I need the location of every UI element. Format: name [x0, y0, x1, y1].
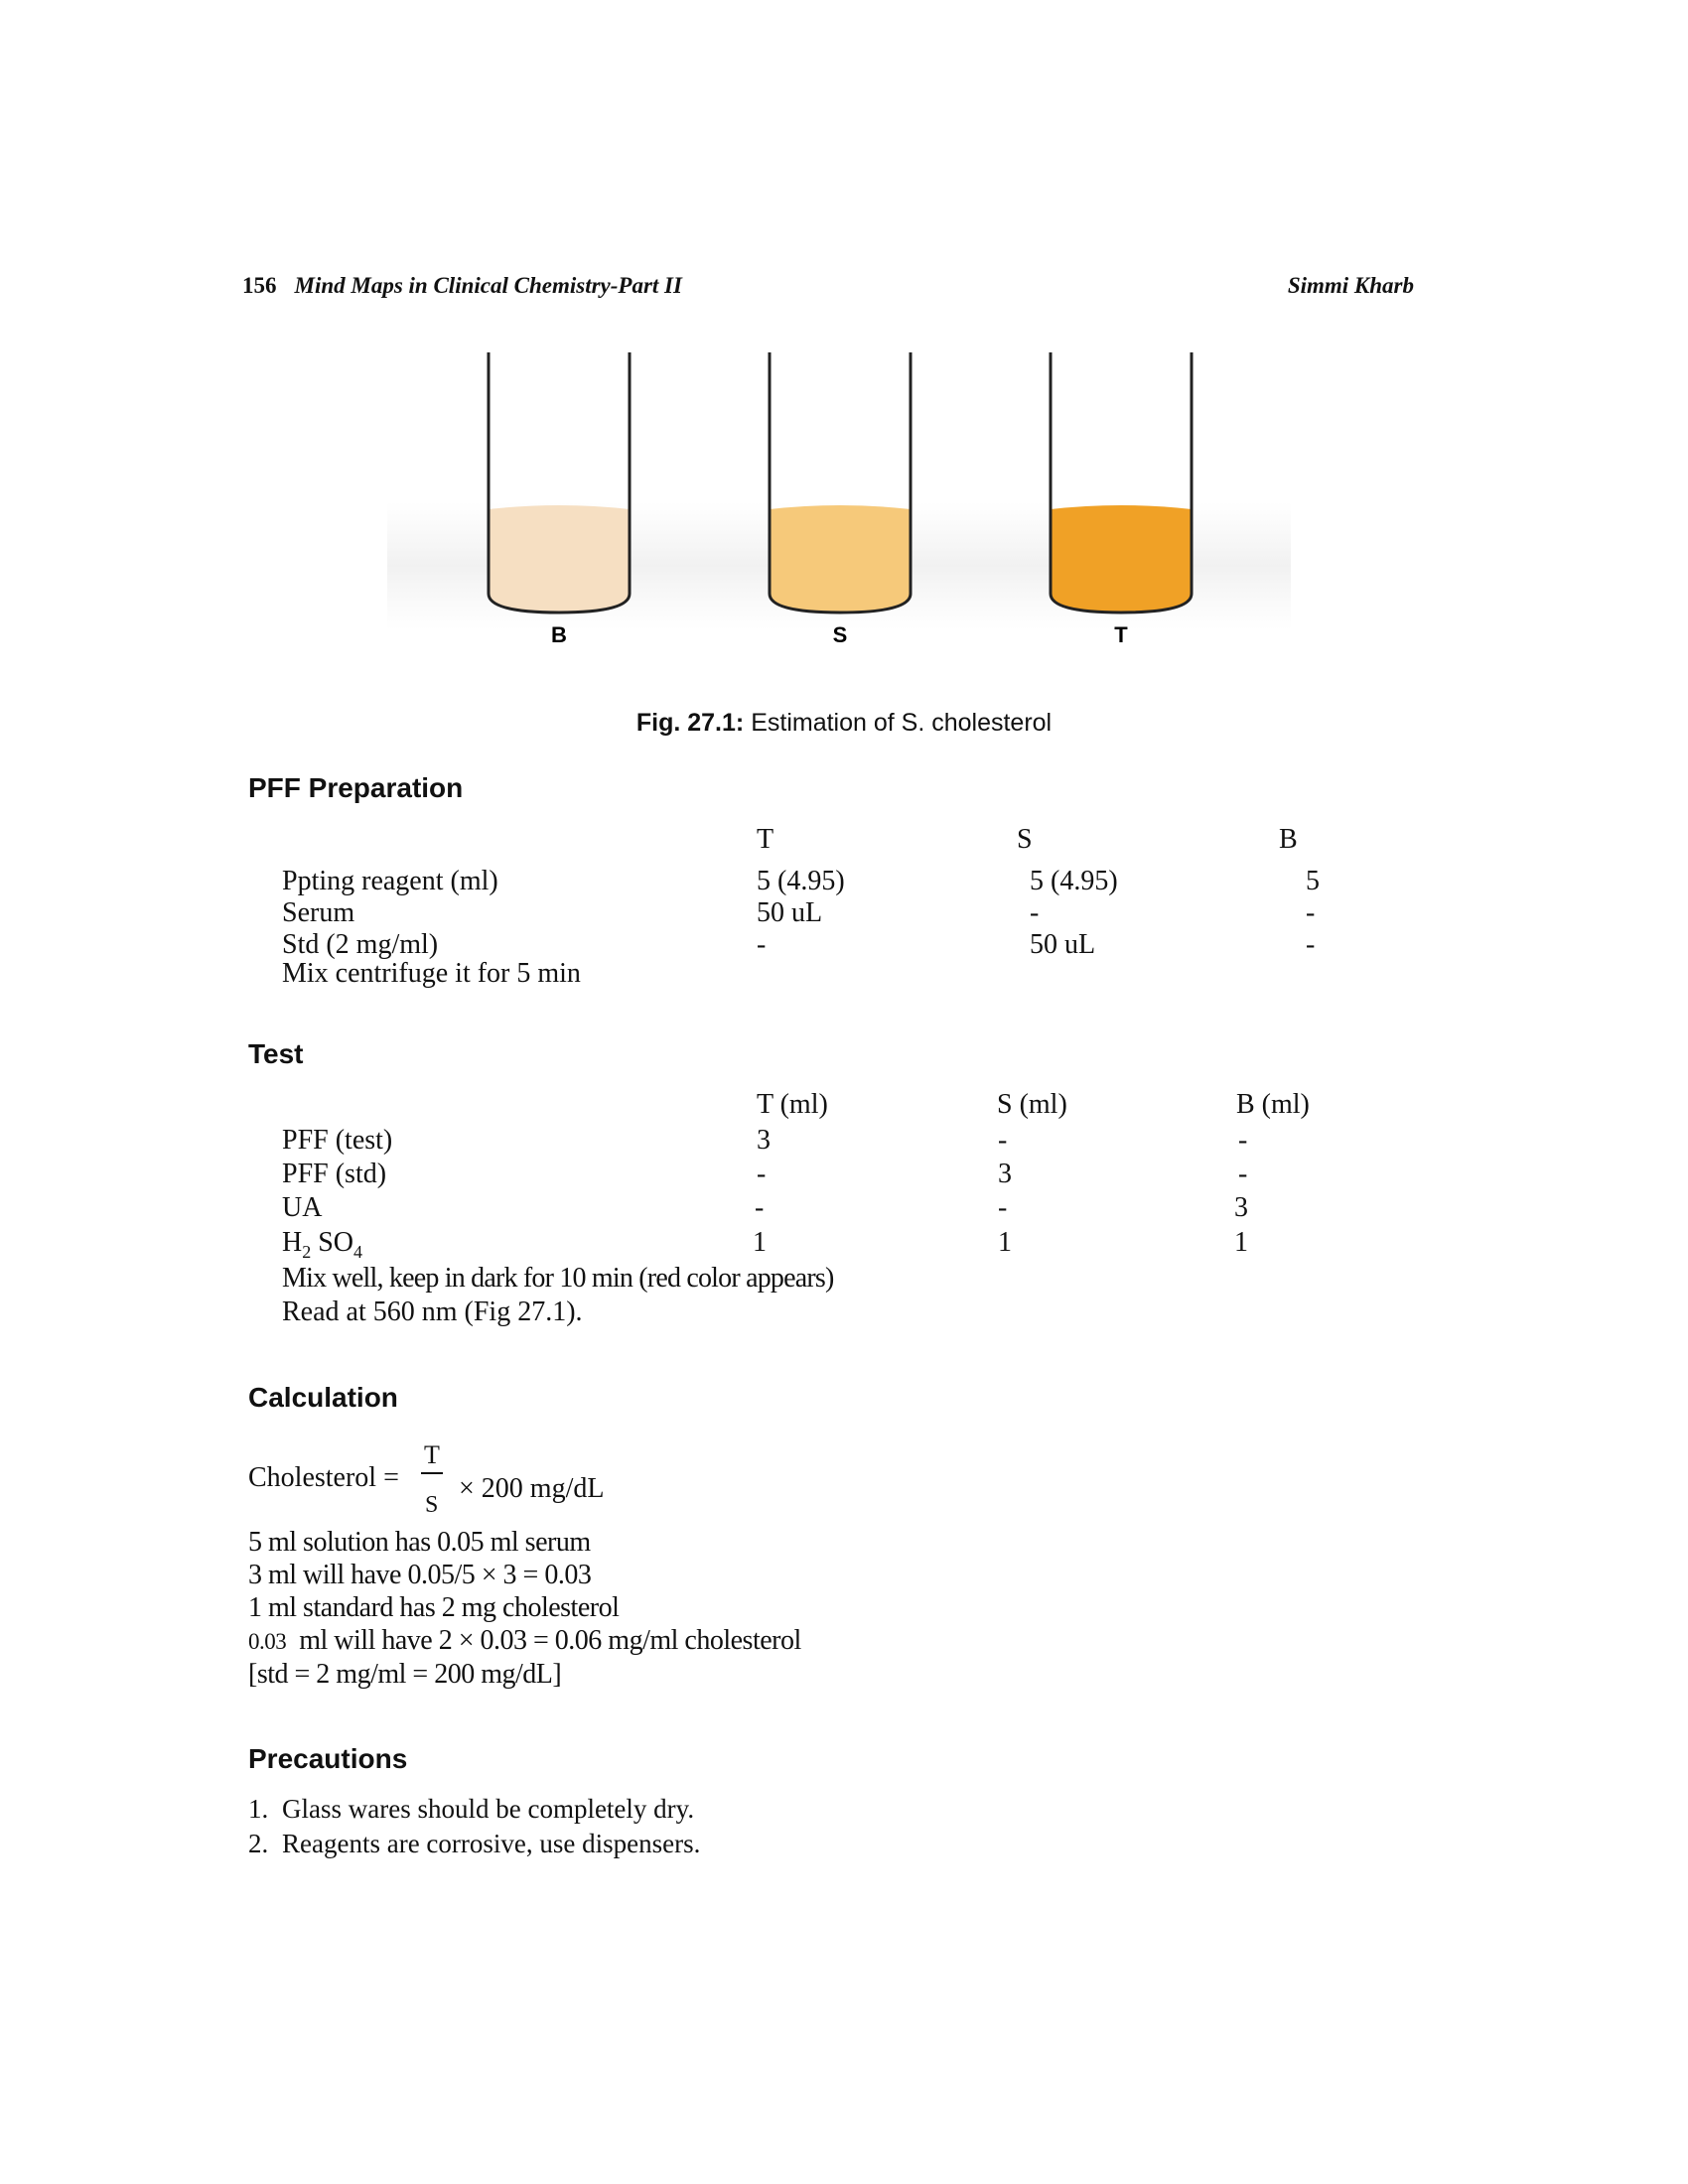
test-cell: -	[998, 1192, 1008, 1223]
test-cell: -	[757, 1159, 767, 1189]
precaution-number: 2.	[248, 1829, 269, 1858]
pff-cell: 5	[1306, 866, 1320, 896]
tube-b-label: B	[551, 622, 567, 647]
subscript-4: 4	[353, 1242, 363, 1262]
author-name: Simmi Kharb	[1287, 273, 1414, 298]
test-heading: Test	[248, 1038, 304, 1069]
test-cell: 3	[1234, 1192, 1248, 1223]
test-note: Read at 560 nm (Fig 27.1).	[282, 1297, 583, 1327]
calculation-steps	[248, 1526, 801, 1691]
tube-s-liquid	[770, 505, 911, 613]
test-cell: -	[1238, 1159, 1248, 1189]
precaution-number: 1.	[248, 1794, 269, 1824]
calculation-heading: Calculation	[248, 1382, 398, 1413]
tube-t	[1051, 352, 1192, 647]
tube-s	[770, 352, 911, 647]
formula-denominator: S	[425, 1492, 439, 1518]
pff-row-label: Std (2 mg/ml)	[282, 929, 439, 960]
caption-label: Fig. 27.1:	[635, 709, 745, 737]
pff-cell: -	[757, 929, 767, 960]
calc-line: 1 ml standard has 2 mg cholesterol	[248, 1592, 620, 1623]
calc-line	[248, 1624, 801, 1658]
h2so4-formula	[282, 1227, 362, 1261]
test-tubes-illustration	[377, 352, 1301, 650]
test-cell: 1	[998, 1227, 1012, 1258]
caption-text: Estimation of S. cholesterol	[744, 709, 1053, 737]
test-cell: -	[1238, 1125, 1248, 1156]
test-cell: 3	[757, 1125, 771, 1156]
test-col-t: T (ml)	[757, 1089, 828, 1120]
pff-cell: 5 (4.95)	[757, 866, 845, 896]
test-col-b: B (ml)	[1236, 1089, 1310, 1120]
pff-cell: -	[1030, 897, 1040, 928]
pff-cell: 5 (4.95)	[1030, 866, 1118, 896]
test-cell: -	[998, 1125, 1008, 1156]
pff-col-s: S	[1017, 824, 1033, 855]
pff-col-t: T	[757, 824, 774, 855]
test-col-s: S (ml)	[997, 1089, 1067, 1120]
tube-b-liquid	[489, 505, 630, 613]
calc-small-number: 0.03	[248, 1629, 287, 1654]
pff-cell: -	[1306, 897, 1316, 928]
test-row-label: UA	[282, 1192, 323, 1223]
formula-rhs: × 200 mg/dL	[459, 1473, 605, 1504]
formula-lhs: Cholesterol =	[248, 1462, 399, 1493]
precaution-item	[248, 1827, 700, 1861]
pff-cell: -	[1306, 929, 1316, 960]
precautions-list	[248, 1792, 700, 1861]
pff-heading: PFF Preparation	[248, 772, 464, 803]
fraction-bar	[421, 1472, 443, 1474]
precaution-item	[248, 1792, 700, 1827]
test-cell: 3	[998, 1159, 1012, 1189]
calc-line: 5 ml solution has 0.05 ml serum	[248, 1527, 591, 1558]
page-number: 156	[242, 273, 277, 298]
tube-t-label: T	[1114, 622, 1128, 647]
precaution-text: Glass wares should be completely dry.	[282, 1794, 695, 1824]
pff-col-b: B	[1279, 824, 1298, 855]
formula-so: SO	[311, 1227, 354, 1258]
formula-numerator: T	[424, 1440, 440, 1469]
calc-line: 3 ml will have 0.05/5 × 3 = 0.03	[248, 1560, 592, 1590]
calc-line: [std = 2 mg/ml = 200 mg/dL]	[248, 1659, 562, 1690]
test-note: Mix well, keep in dark for 10 min (red color appears)	[282, 1263, 834, 1294]
test-row-label: PFF (test)	[282, 1125, 393, 1156]
pff-cell: 50 uL	[1030, 929, 1096, 960]
pff-row-label: Serum	[282, 897, 355, 928]
test-cell: -	[755, 1192, 765, 1223]
book-title: Mind Maps in Clinical Chemistry-Part II	[294, 273, 682, 298]
pff-cell: 50 uL	[757, 897, 823, 928]
test-tube-figure	[377, 352, 1301, 650]
precaution-text: Reagents are corrosive, use dispensers.	[282, 1829, 701, 1858]
pff-row-label: Ppting reagent (ml)	[282, 866, 498, 896]
pff-note: Mix centrifuge it for 5 min	[282, 958, 581, 989]
tube-s-label: S	[832, 622, 848, 647]
calc-line-rest: ml will have 2 × 0.03 = 0.06 mg/ml cholesterol	[286, 1625, 801, 1656]
subscript-2: 2	[302, 1242, 312, 1262]
test-row-label: PFF (std)	[282, 1159, 387, 1189]
precautions-heading: Precautions	[248, 1743, 408, 1774]
tube-b	[489, 352, 630, 647]
test-cell: 1	[1234, 1227, 1248, 1258]
running-head	[242, 273, 1414, 299]
figure-caption	[0, 709, 1688, 738]
test-cell: 1	[753, 1227, 767, 1258]
tube-t-liquid	[1051, 505, 1192, 613]
formula-h: H	[282, 1227, 303, 1258]
